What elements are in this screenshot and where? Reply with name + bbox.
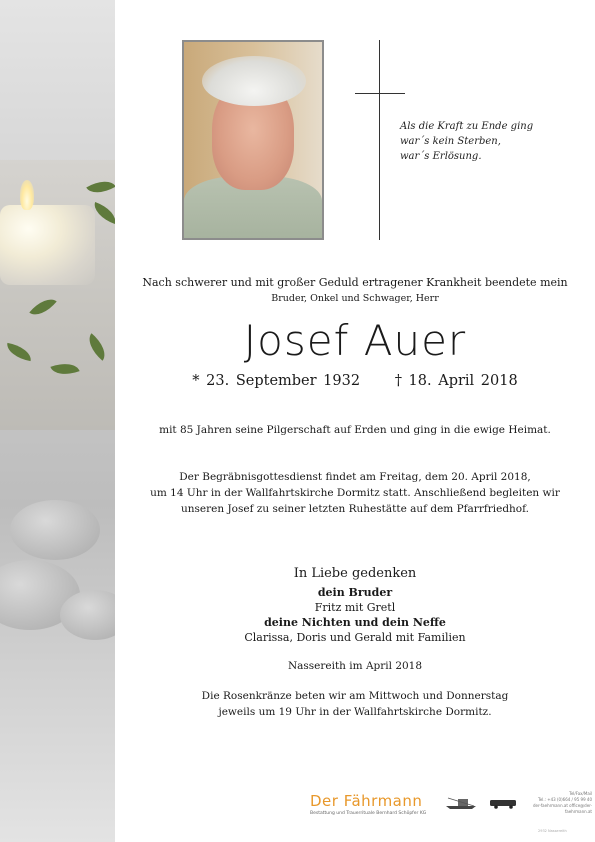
contact-line: Tel.: +43 (0)664 / 95 99 40	[538, 797, 592, 802]
funeral-home-logo: Der Fährmann	[310, 792, 423, 810]
candle-photo	[0, 160, 115, 430]
intro-line: Nach schwerer und mit großer Geduld ertragener Krankheit beendete mein	[142, 276, 568, 289]
age-text: mit 85 Jahren seine Pilgerschaft auf Erden und ging in die ewige Heimat.	[159, 424, 551, 436]
funeral-line: Der Begräbnisgottesdienst findet am Freitag, dem 20. April 2018,	[179, 471, 531, 483]
rosary-info	[115, 688, 595, 720]
candle-flame	[20, 180, 34, 210]
poem-line: Als die Kraft zu Ende ging	[400, 121, 534, 132]
portrait-hair	[202, 56, 306, 106]
cross-icon	[379, 40, 380, 240]
poem-line: war´s kein Sterben,	[400, 136, 501, 147]
death-date: † 18. April 2018	[394, 373, 518, 389]
birth-date: * 23. September 1932	[192, 373, 361, 389]
stone	[60, 590, 115, 640]
mourners-heading: In Liebe gedenken	[293, 566, 417, 581]
mourners-section	[115, 566, 595, 645]
mourners-group-names: Fritz mit Gretl	[314, 601, 396, 614]
rosary-line: jeweils um 19 Uhr in der Wallfahrtskirche Dormitz.	[218, 706, 492, 718]
poem	[400, 119, 570, 164]
footer-address: 2932 Nassereith	[538, 829, 567, 833]
poem-line: war´s Erlösung.	[400, 151, 482, 162]
candle-image	[0, 205, 95, 285]
contact-line: der-faehrmann.at office@der-faehrmann.at	[532, 803, 592, 814]
rosary-line: Die Rosenkränze beten wir am Mittwoch und Donnerstag	[201, 690, 509, 702]
hearse-icon	[488, 797, 520, 809]
stone	[10, 500, 100, 560]
life-dates	[115, 373, 595, 389]
funeral-line: unseren Josef zu seiner letzten Ruhestätte auf dem Pfarrfriedhof.	[181, 503, 529, 515]
cross-icon-bar	[355, 93, 405, 94]
contact-line: Tel/Fax/Mail	[569, 791, 592, 796]
ferry-boat-icon	[444, 796, 478, 810]
mourners-group-title: deine Nichten und dein Neffe	[264, 616, 446, 629]
contact-info	[522, 791, 592, 815]
intro-relation: Bruder, Onkel und Schwager, Herr	[271, 293, 439, 304]
mourners-group-names: Clarissa, Doris und Gerald mit Familien	[244, 631, 466, 644]
decorative-side-image	[0, 0, 115, 842]
deceased-name: Josef Auer	[243, 316, 467, 365]
place-date: Nassereith im April 2018	[287, 660, 423, 672]
mourners-group-title: dein Bruder	[317, 586, 393, 599]
funeral-info	[115, 469, 595, 517]
funeral-line: um 14 Uhr in der Wallfahrtskirche Dormitz statt. Anschließend begleiten wir	[150, 487, 560, 499]
portrait-photo	[182, 40, 324, 240]
funeral-home-subtitle: Bestattung und Trauerrituale Bernhard Schöpfer KG	[310, 811, 427, 816]
